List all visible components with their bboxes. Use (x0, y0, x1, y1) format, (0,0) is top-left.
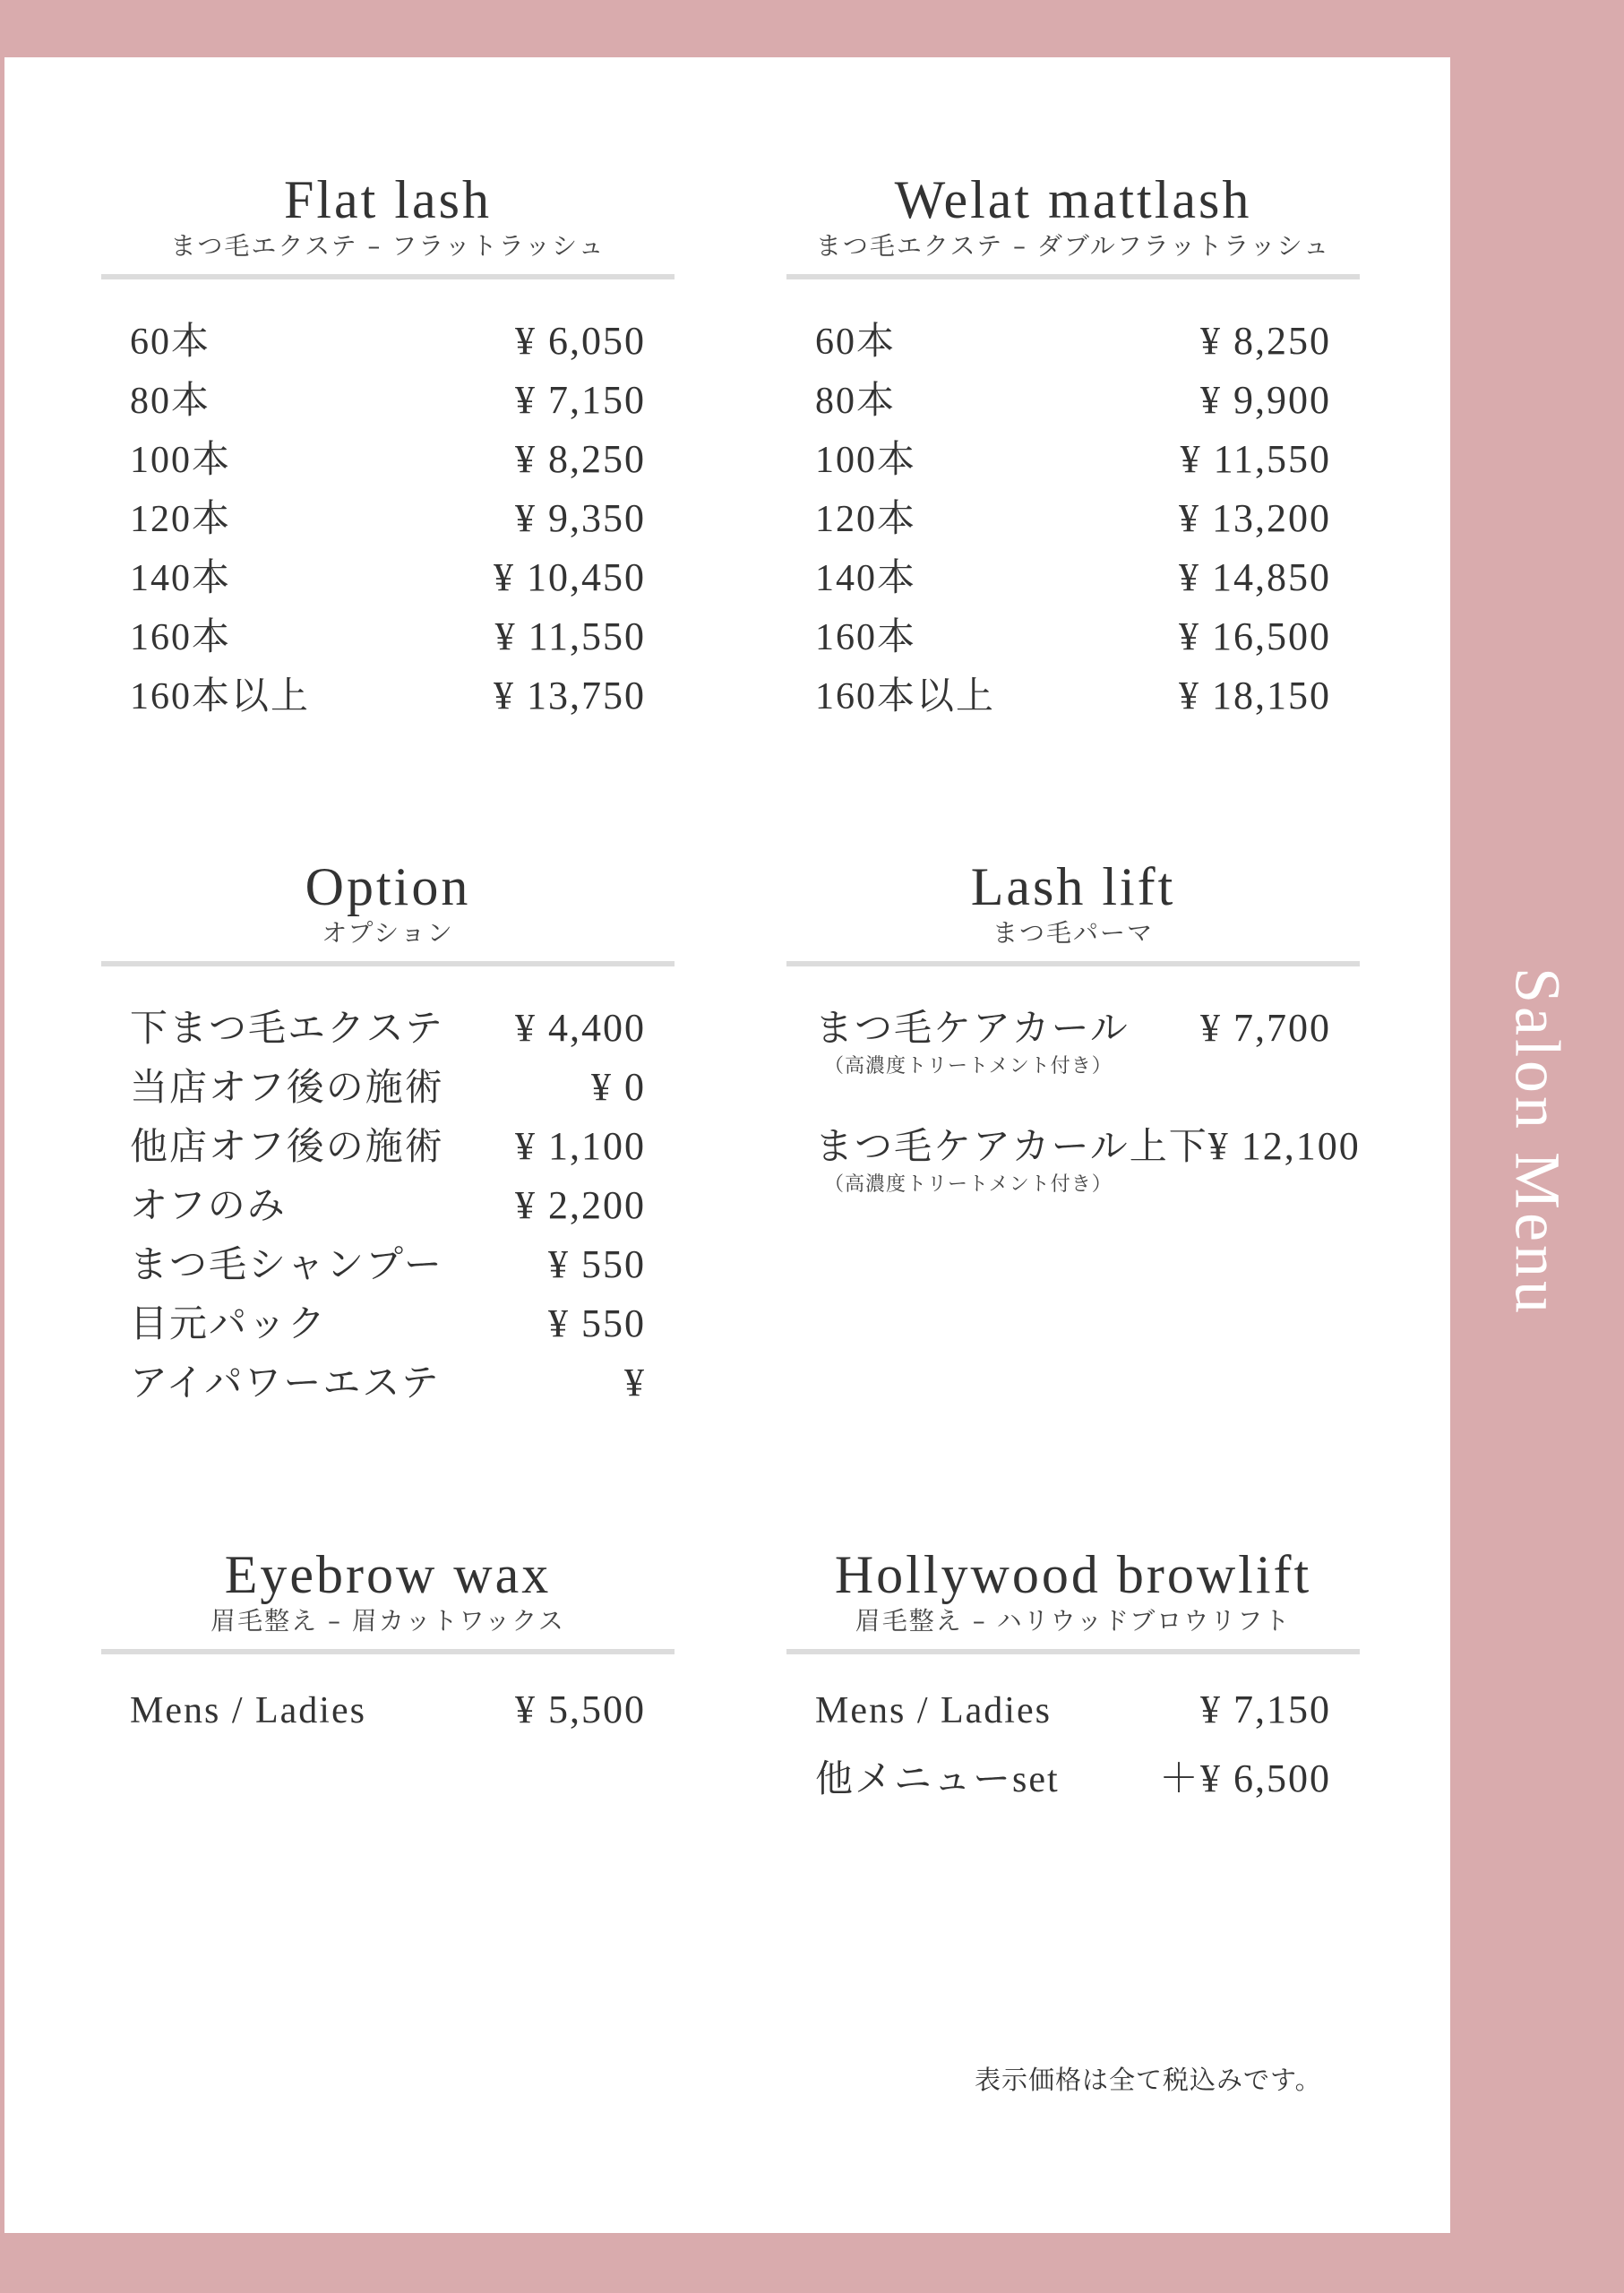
item-price: ¥ 7,150 (515, 378, 646, 422)
price-row (815, 548, 1331, 607)
item-label: 160本 (130, 617, 232, 658)
item-price: ¥ 13,750 (494, 674, 646, 717)
item-label: 60本 (815, 322, 897, 363)
price-row (815, 1687, 1331, 1746)
section-subtitle: 眉毛整え – 眉カットワックス (211, 1606, 565, 1636)
price-row (130, 999, 646, 1058)
price-row (130, 1294, 646, 1353)
price-row (815, 430, 1331, 489)
item-price: ¥ 8,250 (515, 437, 646, 481)
price-list (786, 999, 1360, 1235)
section-hollywood-browlift (786, 1545, 1360, 1805)
price-row (815, 999, 1331, 1117)
price-row (130, 1235, 646, 1294)
item-label: まつ毛シャンプー (130, 1245, 443, 1286)
tax-note: 表示価格は全て税込みです。 (975, 2065, 1322, 2095)
section-rule (101, 274, 675, 279)
item-label: 60本 (130, 322, 211, 363)
price-row (130, 666, 646, 726)
section-title: Welat mattlash (894, 170, 1252, 229)
item-price: ¥ 2,200 (515, 1183, 646, 1227)
price-row (130, 1117, 646, 1176)
section-title: Hollywood browlift (834, 1545, 1312, 1604)
item-label: 120本 (130, 499, 232, 540)
item-price: ¥ 9,900 (1200, 378, 1331, 422)
item-label: 100本 (130, 440, 232, 481)
section-title: Flat lash (284, 170, 492, 229)
item-price: ¥ 8,250 (1200, 319, 1331, 363)
item-label: 100本 (815, 440, 917, 481)
section-lash-lift (786, 857, 1360, 1235)
price-list (786, 312, 1360, 726)
item-price: ¥ 550 (548, 1301, 646, 1345)
frame-bottom (0, 2233, 1624, 2293)
item-price: ¥ 11,550 (494, 614, 646, 658)
item-label: 160本以上 (815, 676, 996, 717)
item-label: Mens / Ladies (130, 1690, 366, 1731)
item-price: ¥ 10,450 (494, 555, 646, 599)
price-row (815, 607, 1331, 666)
item-price: ¥ 7,150 (1200, 1688, 1331, 1731)
price-row (130, 489, 646, 548)
item-label: 目元パック (130, 1304, 328, 1345)
price-row (130, 371, 646, 430)
price-row (130, 1687, 646, 1746)
price-row (130, 607, 646, 666)
item-label: 120本 (815, 499, 917, 540)
section-rule (786, 961, 1360, 966)
price-row (130, 1353, 646, 1413)
section-rule (101, 961, 675, 966)
item-label: まつ毛ケアカール上下 (815, 1127, 1208, 1168)
section-title: Eyebrow wax (224, 1545, 552, 1604)
price-row (130, 430, 646, 489)
item-price: ¥ 18,150 (1179, 674, 1331, 717)
item-note: （高濃度トリートメント付き） (824, 1173, 1113, 1196)
item-price: ¥ 16,500 (1179, 614, 1331, 658)
section-eyebrow-wax (101, 1545, 675, 1746)
side-title: Salon Menu (1501, 967, 1574, 1317)
item-label: 80本 (815, 381, 897, 422)
section-subtitle: まつ毛エクステ – フラットラッシュ (170, 231, 606, 261)
price-row (815, 1117, 1361, 1235)
section-option (101, 857, 675, 1413)
item-label: 140本 (130, 558, 232, 599)
price-row (130, 548, 646, 607)
price-row (130, 312, 646, 371)
item-price: ¥ (624, 1361, 646, 1404)
item-label: 当店オフ後の施術 (130, 1068, 444, 1109)
price-row (815, 371, 1331, 430)
section-flat-lash (101, 170, 675, 726)
price-row (130, 1058, 646, 1117)
item-price: ¥ 9,350 (515, 496, 646, 540)
item-label: 160本以上 (130, 676, 311, 717)
item-price: ¥ 4,400 (515, 1006, 646, 1050)
frame-top (0, 0, 1624, 57)
price-row (815, 489, 1331, 548)
price-row (815, 312, 1331, 371)
price-row (130, 1176, 646, 1235)
item-price: ¥ 14,850 (1179, 555, 1331, 599)
section-title: Lash lift (970, 857, 1176, 916)
item-label: アイパワーエステ (130, 1363, 441, 1404)
item-price: ¥ 7,700 (1200, 1006, 1331, 1050)
section-subtitle: 眉毛整え – ハリウッドブロウリフト (855, 1606, 1292, 1636)
item-label: 160本 (815, 617, 917, 658)
item-label: 他店オフ後の施術 (130, 1127, 444, 1168)
section-rule (786, 274, 1360, 279)
item-price: ¥ 550 (548, 1242, 646, 1286)
price-list (101, 312, 675, 726)
item-price: ¥ 11,550 (1180, 437, 1331, 481)
item-label: 他メニューset (815, 1759, 1060, 1800)
item-price: ¥ 1,100 (515, 1124, 646, 1168)
section-subtitle: オプション (322, 918, 454, 948)
item-label: 140本 (815, 558, 917, 599)
item-label: 下まつ毛エクステ (130, 1009, 444, 1050)
item-label: 80本 (130, 381, 211, 422)
price-row (815, 666, 1331, 726)
price-row (815, 1746, 1331, 1805)
item-price: ¥ 0 (591, 1065, 646, 1109)
item-label: Mens / Ladies (815, 1690, 1052, 1731)
item-price: ¥ 13,200 (1179, 496, 1331, 540)
item-price: ¥ 12,100 (1207, 1124, 1361, 1168)
section-welat-mattlash (786, 170, 1360, 726)
item-price: ¥ 5,500 (515, 1688, 646, 1731)
price-list (101, 1687, 675, 1746)
item-price: ＋¥ 6,500 (1159, 1756, 1331, 1800)
item-note: （高濃度トリートメント付き） (824, 1055, 1113, 1078)
item-label: まつ毛ケアカール (815, 1009, 1130, 1050)
section-title: Option (305, 857, 471, 916)
section-subtitle: まつ毛パーマ (992, 918, 1154, 948)
section-rule (786, 1649, 1360, 1654)
price-list (101, 999, 675, 1413)
item-label: オフのみ (130, 1186, 287, 1227)
price-list (786, 1687, 1360, 1805)
item-price: ¥ 6,050 (515, 319, 646, 363)
section-subtitle: まつ毛エクステ – ダブルフラットラッシュ (815, 231, 1331, 261)
section-rule (101, 1649, 675, 1654)
